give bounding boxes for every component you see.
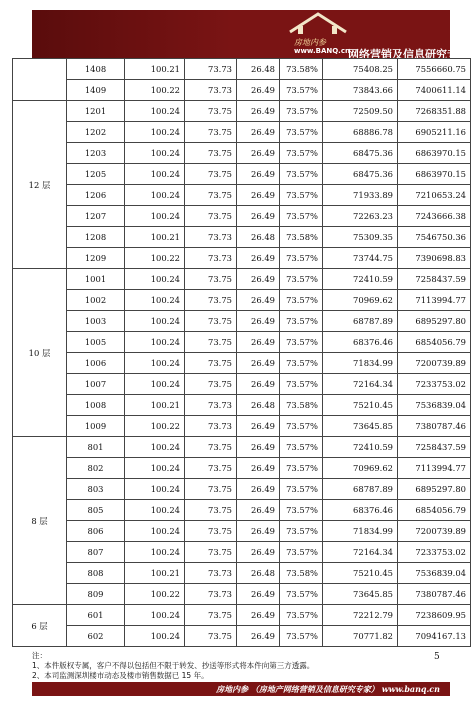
ratio-cell: 73.58% — [280, 563, 323, 584]
table-row — [13, 143, 471, 164]
total-price-cell: 7400611.14 — [398, 80, 471, 101]
table-row — [13, 353, 471, 374]
header-banner — [32, 10, 469, 61]
total-area-cell: 100.24 — [125, 353, 185, 374]
total-price-cell: 7556660.75 — [398, 59, 471, 80]
total-area-cell: 100.24 — [125, 479, 185, 500]
ratio-cell: 73.57% — [280, 605, 323, 626]
ratio-cell: 73.57% — [280, 290, 323, 311]
inner-area-cell: 73.73 — [185, 227, 237, 248]
unit-price-cell: 71933.89 — [323, 185, 398, 206]
table-row — [13, 605, 471, 626]
ratio-cell: 73.58% — [280, 395, 323, 416]
total-price-cell: 7243666.38 — [398, 206, 471, 227]
unit-number-cell: 806 — [67, 521, 125, 542]
unit-number-cell: 1001 — [67, 269, 125, 290]
total-area-cell: 100.24 — [125, 605, 185, 626]
floor-label-cell: 8 层 — [13, 437, 67, 605]
table-row — [13, 101, 471, 122]
inner-area-cell: 73.75 — [185, 437, 237, 458]
units-table — [12, 58, 471, 647]
unit-price-cell: 75309.35 — [323, 227, 398, 248]
unit-price-cell: 75408.25 — [323, 59, 398, 80]
inner-area-cell: 73.75 — [185, 521, 237, 542]
total-price-cell: 7536839.04 — [398, 563, 471, 584]
unit-price-cell: 68475.36 — [323, 164, 398, 185]
footnote-item-2: 2、本司监测深圳楼市动态及楼市销售数据已 15 年。 — [32, 671, 209, 680]
total-price-cell: 7233753.02 — [398, 374, 471, 395]
total-price-cell: 6863970.15 — [398, 143, 471, 164]
shared-area-cell: 26.49 — [237, 122, 280, 143]
ratio-cell: 73.57% — [280, 206, 323, 227]
table-row — [13, 311, 471, 332]
total-price-cell: 7380787.46 — [398, 416, 471, 437]
unit-price-cell: 73645.85 — [323, 416, 398, 437]
shared-area-cell: 26.49 — [237, 542, 280, 563]
shared-area-cell: 26.48 — [237, 227, 280, 248]
shared-area-cell: 26.49 — [237, 80, 280, 101]
total-area-cell: 100.22 — [125, 416, 185, 437]
table-row — [13, 227, 471, 248]
unit-number-cell: 807 — [67, 542, 125, 563]
ratio-cell: 73.57% — [280, 80, 323, 101]
ratio-cell: 73.57% — [280, 500, 323, 521]
shared-area-cell: 26.49 — [237, 584, 280, 605]
unit-number-cell: 1006 — [67, 353, 125, 374]
unit-number-cell: 1202 — [67, 122, 125, 143]
floor-label-cell: 12 层 — [13, 101, 67, 269]
unit-number-cell: 1009 — [67, 416, 125, 437]
inner-area-cell: 73.73 — [185, 80, 237, 101]
shared-area-cell: 26.48 — [237, 59, 280, 80]
inner-area-cell: 73.75 — [185, 500, 237, 521]
ratio-cell: 73.57% — [280, 458, 323, 479]
shared-area-cell: 26.49 — [237, 479, 280, 500]
total-area-cell: 100.24 — [125, 164, 185, 185]
unit-price-cell: 72263.23 — [323, 206, 398, 227]
ratio-cell: 73.57% — [280, 479, 323, 500]
table-row — [13, 563, 471, 584]
table-row — [13, 80, 471, 101]
total-price-cell: 7546750.36 — [398, 227, 471, 248]
ratio-cell: 73.57% — [280, 542, 323, 563]
total-area-cell: 100.24 — [125, 143, 185, 164]
total-price-cell: 7536839.04 — [398, 395, 471, 416]
unit-price-cell: 68376.46 — [323, 500, 398, 521]
table-row — [13, 374, 471, 395]
total-area-cell: 100.24 — [125, 626, 185, 647]
ratio-cell: 73.58% — [280, 59, 323, 80]
total-area-cell: 100.21 — [125, 563, 185, 584]
ratio-cell: 73.57% — [280, 143, 323, 164]
total-area-cell: 100.22 — [125, 80, 185, 101]
total-area-cell: 100.21 — [125, 227, 185, 248]
tagline: 网络营销及信息研究专家 — [348, 48, 469, 61]
total-area-cell: 100.24 — [125, 374, 185, 395]
ratio-cell: 73.57% — [280, 374, 323, 395]
unit-price-cell: 73744.75 — [323, 248, 398, 269]
house-logo-icon — [288, 12, 348, 38]
shared-area-cell: 26.49 — [237, 269, 280, 290]
ratio-cell: 73.57% — [280, 269, 323, 290]
unit-price-cell: 72164.34 — [323, 542, 398, 563]
unit-number-cell: 1201 — [67, 101, 125, 122]
table-row — [13, 416, 471, 437]
unit-number-cell: 1409 — [67, 80, 125, 101]
total-price-cell: 6905211.16 — [398, 122, 471, 143]
total-area-cell: 100.22 — [125, 248, 185, 269]
table-row — [13, 521, 471, 542]
total-area-cell: 100.24 — [125, 101, 185, 122]
unit-price-cell: 73645.85 — [323, 584, 398, 605]
total-area-cell: 100.24 — [125, 311, 185, 332]
unit-price-cell: 75210.45 — [323, 395, 398, 416]
ratio-cell: 73.57% — [280, 353, 323, 374]
shared-area-cell: 26.49 — [237, 248, 280, 269]
table-row — [13, 458, 471, 479]
total-price-cell: 7113994.77 — [398, 290, 471, 311]
total-price-cell: 7094167.13 — [398, 626, 471, 647]
total-price-cell: 6895297.80 — [398, 311, 471, 332]
unit-number-cell: 1208 — [67, 227, 125, 248]
unit-number-cell: 1008 — [67, 395, 125, 416]
total-price-cell: 7233753.02 — [398, 542, 471, 563]
shared-area-cell: 26.49 — [237, 332, 280, 353]
total-price-cell: 7113994.77 — [398, 458, 471, 479]
table-row — [13, 122, 471, 143]
page-number: 5 — [434, 652, 440, 662]
inner-area-cell: 73.73 — [185, 563, 237, 584]
unit-price-cell: 68787.89 — [323, 479, 398, 500]
shared-area-cell: 26.49 — [237, 164, 280, 185]
ratio-cell: 73.57% — [280, 626, 323, 647]
inner-area-cell: 73.75 — [185, 479, 237, 500]
total-price-cell: 7268351.88 — [398, 101, 471, 122]
shared-area-cell: 26.49 — [237, 143, 280, 164]
footer-text: 房地内参 （房地产网络营销及信息研究专家） www.banq.cn — [216, 684, 440, 694]
total-price-cell: 7200739.89 — [398, 353, 471, 374]
unit-price-cell: 70969.62 — [323, 458, 398, 479]
inner-area-cell: 73.75 — [185, 542, 237, 563]
unit-number-cell: 803 — [67, 479, 125, 500]
inner-area-cell: 73.75 — [185, 122, 237, 143]
inner-area-cell: 73.75 — [185, 458, 237, 479]
unit-price-cell: 68886.78 — [323, 122, 398, 143]
unit-number-cell: 1209 — [67, 248, 125, 269]
shared-area-cell: 26.49 — [237, 290, 280, 311]
unit-number-cell: 1002 — [67, 290, 125, 311]
shared-area-cell: 26.49 — [237, 185, 280, 206]
inner-area-cell: 73.75 — [185, 353, 237, 374]
shared-area-cell: 26.49 — [237, 458, 280, 479]
ratio-cell: 73.57% — [280, 416, 323, 437]
total-price-cell: 6895297.80 — [398, 479, 471, 500]
unit-number-cell: 1003 — [67, 311, 125, 332]
unit-price-cell: 70969.62 — [323, 290, 398, 311]
inner-area-cell: 73.75 — [185, 185, 237, 206]
total-price-cell: 7258437.59 — [398, 437, 471, 458]
total-area-cell: 100.22 — [125, 584, 185, 605]
unit-number-cell: 801 — [67, 437, 125, 458]
unit-price-cell: 68376.46 — [323, 332, 398, 353]
shared-area-cell: 26.48 — [237, 395, 280, 416]
shared-area-cell: 26.49 — [237, 374, 280, 395]
shared-area-cell: 26.49 — [237, 626, 280, 647]
inner-area-cell: 73.73 — [185, 416, 237, 437]
table-row — [13, 59, 471, 80]
shared-area-cell: 26.49 — [237, 500, 280, 521]
total-area-cell: 100.24 — [125, 542, 185, 563]
inner-area-cell: 73.73 — [185, 584, 237, 605]
banner-shade — [32, 10, 232, 58]
unit-price-cell: 71834.99 — [323, 353, 398, 374]
shared-area-cell: 26.49 — [237, 605, 280, 626]
total-price-cell: 6854056.79 — [398, 500, 471, 521]
inner-area-cell: 73.75 — [185, 143, 237, 164]
table-row — [13, 206, 471, 227]
unit-number-cell: 1205 — [67, 164, 125, 185]
total-price-cell: 6863970.15 — [398, 164, 471, 185]
ratio-cell: 73.57% — [280, 164, 323, 185]
table-row — [13, 290, 471, 311]
unit-number-cell: 1203 — [67, 143, 125, 164]
total-price-cell: 7210653.24 — [398, 185, 471, 206]
shared-area-cell: 26.49 — [237, 416, 280, 437]
total-price-cell: 7238609.95 — [398, 605, 471, 626]
floor-label-cell: 10 层 — [13, 269, 67, 437]
ratio-cell: 73.57% — [280, 521, 323, 542]
unit-number-cell: 1206 — [67, 185, 125, 206]
total-area-cell: 100.24 — [125, 122, 185, 143]
total-price-cell: 7200739.89 — [398, 521, 471, 542]
total-area-cell: 100.24 — [125, 332, 185, 353]
inner-area-cell: 73.75 — [185, 374, 237, 395]
shared-area-cell: 26.49 — [237, 101, 280, 122]
unit-price-cell: 70771.82 — [323, 626, 398, 647]
shared-area-cell: 26.49 — [237, 311, 280, 332]
inner-area-cell: 73.75 — [185, 290, 237, 311]
ratio-cell: 73.57% — [280, 311, 323, 332]
ratio-cell: 73.57% — [280, 185, 323, 206]
ratio-cell: 73.57% — [280, 584, 323, 605]
inner-area-cell: 73.75 — [185, 626, 237, 647]
unit-price-cell: 72164.34 — [323, 374, 398, 395]
unit-number-cell: 802 — [67, 458, 125, 479]
table-row — [13, 395, 471, 416]
total-price-cell: 7258437.59 — [398, 269, 471, 290]
unit-price-cell: 72509.50 — [323, 101, 398, 122]
shared-area-cell: 26.48 — [237, 563, 280, 584]
total-area-cell: 100.24 — [125, 185, 185, 206]
total-area-cell: 100.24 — [125, 521, 185, 542]
unit-number-cell: 808 — [67, 563, 125, 584]
shared-area-cell: 26.49 — [237, 437, 280, 458]
ratio-cell: 73.57% — [280, 122, 323, 143]
total-price-cell: 7390698.83 — [398, 248, 471, 269]
table-row — [13, 479, 471, 500]
total-area-cell: 100.21 — [125, 59, 185, 80]
table-row — [13, 542, 471, 563]
unit-number-cell: 1007 — [67, 374, 125, 395]
unit-price-cell: 75210.45 — [323, 563, 398, 584]
unit-price-cell: 68475.36 — [323, 143, 398, 164]
footer-bar — [32, 682, 450, 696]
ratio-cell: 73.57% — [280, 437, 323, 458]
unit-price-cell: 73843.66 — [323, 80, 398, 101]
unit-price-cell: 72410.59 — [323, 437, 398, 458]
floor-label-cell: 6 层 — [13, 605, 67, 647]
footnote — [32, 651, 460, 681]
units-table-body — [13, 59, 471, 647]
table-row — [13, 437, 471, 458]
inner-area-cell: 73.73 — [185, 248, 237, 269]
total-price-cell: 7380787.46 — [398, 584, 471, 605]
inner-area-cell: 73.75 — [185, 164, 237, 185]
inner-area-cell: 73.73 — [185, 395, 237, 416]
unit-number-cell: 601 — [67, 605, 125, 626]
table-row — [13, 164, 471, 185]
inner-area-cell: 73.75 — [185, 101, 237, 122]
inner-area-cell: 73.73 — [185, 59, 237, 80]
unit-price-cell: 68787.89 — [323, 311, 398, 332]
shared-area-cell: 26.49 — [237, 206, 280, 227]
footnote-title: 注： — [32, 651, 47, 660]
unit-price-cell: 72410.59 — [323, 269, 398, 290]
table-row — [13, 332, 471, 353]
ratio-cell: 73.57% — [280, 101, 323, 122]
unit-number-cell: 1005 — [67, 332, 125, 353]
ratio-cell: 73.58% — [280, 227, 323, 248]
table-row — [13, 584, 471, 605]
inner-area-cell: 73.75 — [185, 605, 237, 626]
inner-area-cell: 73.75 — [185, 206, 237, 227]
inner-area-cell: 73.75 — [185, 269, 237, 290]
unit-price-cell: 72212.79 — [323, 605, 398, 626]
unit-price-cell: 71834.99 — [323, 521, 398, 542]
total-area-cell: 100.21 — [125, 395, 185, 416]
table-row — [13, 269, 471, 290]
inner-area-cell: 73.75 — [185, 311, 237, 332]
total-area-cell: 100.24 — [125, 458, 185, 479]
total-area-cell: 100.24 — [125, 500, 185, 521]
total-area-cell: 100.24 — [125, 290, 185, 311]
brand-name: 房地内参 — [294, 38, 326, 47]
unit-number-cell: 602 — [67, 626, 125, 647]
table-row — [13, 500, 471, 521]
total-area-cell: 100.24 — [125, 206, 185, 227]
table-row — [13, 185, 471, 206]
footnote-item-1: 1、本件版权专属，客户不得以包括但不限于转发、抄送等形式将本件向第三方透露。 — [32, 661, 315, 670]
brand-url: www.BANQ.cn — [294, 47, 350, 55]
shared-area-cell: 26.49 — [237, 353, 280, 374]
total-price-cell: 6854056.79 — [398, 332, 471, 353]
total-area-cell: 100.24 — [125, 437, 185, 458]
ratio-cell: 73.57% — [280, 332, 323, 353]
ratio-cell: 73.57% — [280, 248, 323, 269]
table-row — [13, 626, 471, 647]
unit-number-cell: 809 — [67, 584, 125, 605]
floor-label-cell — [13, 59, 67, 101]
unit-number-cell: 1408 — [67, 59, 125, 80]
table-row — [13, 248, 471, 269]
inner-area-cell: 73.75 — [185, 332, 237, 353]
unit-number-cell: 1207 — [67, 206, 125, 227]
shared-area-cell: 26.49 — [237, 521, 280, 542]
unit-number-cell: 805 — [67, 500, 125, 521]
total-area-cell: 100.24 — [125, 269, 185, 290]
